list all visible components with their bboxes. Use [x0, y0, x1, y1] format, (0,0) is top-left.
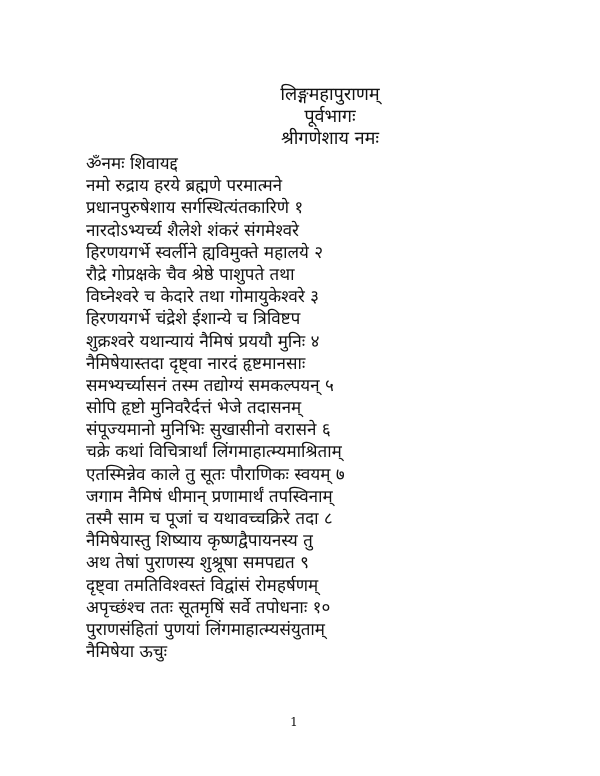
verse-line: नारदोऽभ्यर्च्य शैलेशे शंकरं संगमेश्वरे [86, 220, 299, 241]
verse-line: हिरणयगर्भे चंद्रेशे ईशान्ये च त्रिविष्टप [86, 309, 301, 330]
verse-text [86, 153, 546, 663]
verse-line: ॐनमः शिवायद्द [86, 154, 178, 174]
verse-line: अथ तेषां पुराणस्य शुश्रूषा समपद्यत ९ [86, 553, 309, 574]
verse-line: अपृच्छंश्च ततः सूतमृषिं सर्वे तपोधनाः १० [86, 597, 331, 618]
verse-line: हिरणयगर्भे स्वर्लीने ह्यविमुक्ते महालये २ [86, 242, 324, 263]
verse-line: रौद्रे गोप्रक्षके चैव श्रेष्ठे पाशुपते तथा [86, 264, 295, 285]
verse-line: समभ्यर्च्यासनं तस्म तद्योग्यं समकल्पयन् ५ [86, 375, 334, 396]
page-number: 1 [290, 715, 298, 729]
invocation-line: श्रीगणेशाय नमः [280, 128, 379, 149]
verse-line: नैमिषेया ऊचुः [86, 642, 168, 663]
verse-line: नैमिषेयास्तदा दृष्ट्वा नारदं हृष्टमानसाः [86, 353, 306, 374]
verse-line: पुराणसंहितां पुणयां लिंगमाहात्म्यसंयुताम् [86, 619, 325, 640]
verse-line: सोपि हृष्टो मुनिवरैर्दत्तं भेजे तदासनम् [86, 398, 302, 419]
verse-line: एतस्मिन्नेव काले तु सूतः पौराणिकः स्वयम् ७ [86, 464, 345, 485]
verse-line: विघ्नेश्वरे च केदारे तथा गोमायुकेश्वरे ३ [86, 287, 320, 308]
verse-line: संपूज्यमानो मुनिभिः सुखासीनो वरासने ६ [86, 420, 331, 441]
verse-line: दृष्ट्वा तमतिविश्वस्तं विद्वांसं रोमहर्षणम् [86, 575, 319, 596]
verse-line: प्रधानपुरुषेशाय सर्गस्थित्यंतकारिणे १ [86, 198, 304, 219]
verse-line: चक्रे कथां विचित्रार्थां लिंगमाहात्म्यमाश्रिताम् [86, 442, 342, 463]
verse-line: तस्मै साम च पूजां च यथावच्चक्रिरे तदा ८ [86, 509, 333, 529]
verse-line: नमो रुद्राय हरये ब्रह्मणे परमात्मने [86, 176, 283, 197]
text-title: लिङ्गमहापुराणम् [280, 84, 380, 105]
section-title: पूर्वभागः [304, 106, 356, 127]
verse-line: नैमिषेयास्तु शिष्याय कृष्णद्वैपायनस्य तु [86, 531, 313, 552]
document-header [230, 84, 430, 150]
verse-line: शुक्रश्वरे यथान्यायं नैमिषं प्रययौ मुनिः ४ [86, 331, 320, 352]
verse-line: जगाम नैमिषं धीमान् प्रणामार्थं तपस्विनाम् [86, 486, 333, 507]
